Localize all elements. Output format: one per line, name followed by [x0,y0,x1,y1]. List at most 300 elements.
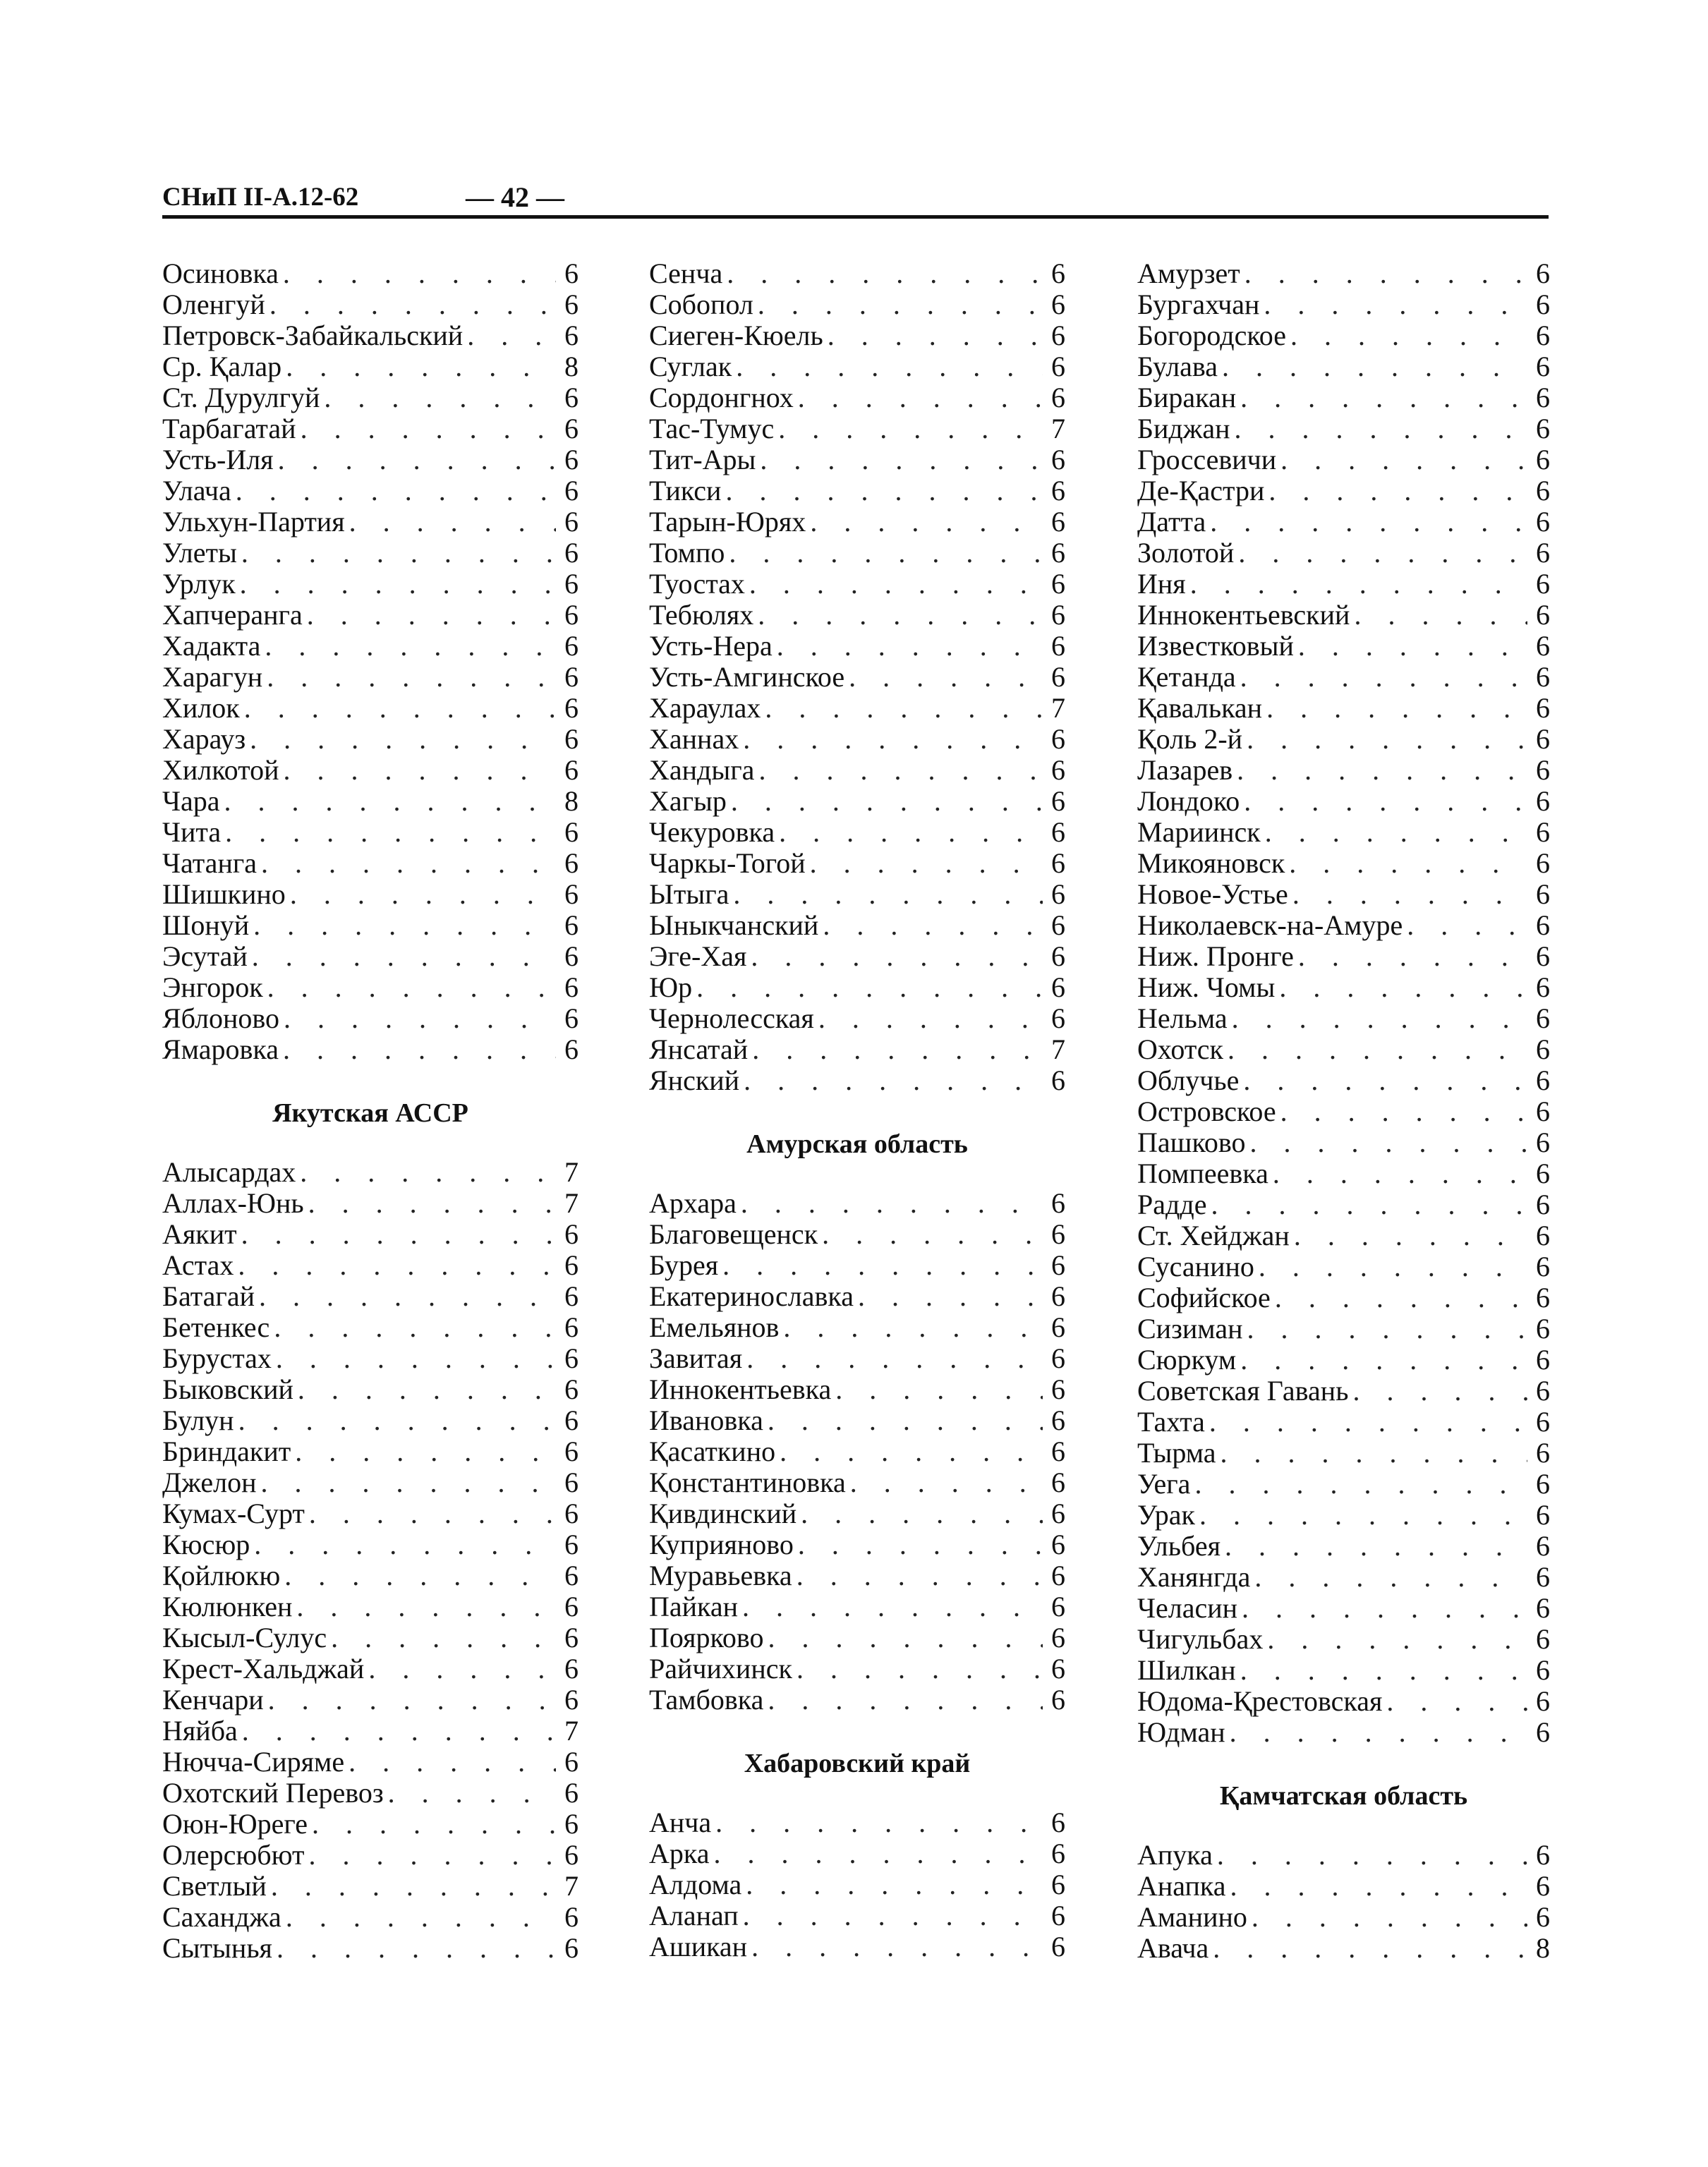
place-value: 6 [1051,444,1065,475]
dot-leader [1252,1902,1527,1933]
dot-leader [1244,786,1527,817]
list-item [162,755,579,786]
place-name: Советская Гавань [1137,1375,1349,1407]
list-item [1137,351,1550,382]
place-name: Хилок [162,692,240,724]
list-item [1137,413,1550,444]
dot-leader [1266,693,1527,724]
place-value: 6 [564,940,579,972]
place-name: Урак [1137,1499,1195,1531]
place-name: Ст. Хейджан [1137,1220,1290,1251]
place-value: 6 [1536,1530,1550,1562]
place-value: 6 [1536,971,1550,1003]
place-name: Мариинск [1137,816,1261,848]
place-value: 6 [1536,1251,1550,1282]
list-item [1137,289,1550,320]
place-value: 6 [564,630,579,662]
place-value: 6 [564,1808,579,1840]
place-value: 7 [564,1870,579,1902]
place-value: 6 [564,1404,579,1436]
place-value: 6 [564,692,579,724]
dot-leader [1292,879,1527,910]
dot-leader [768,1405,1043,1436]
place-name: Тамбовка [649,1684,764,1716]
dot-leader [752,1034,1043,1065]
list-item [162,1933,579,1964]
place-value: 6 [564,971,579,1003]
place-name: Чара [162,785,220,817]
place-name: Ямаровка [162,1033,279,1065]
dot-leader [1265,817,1527,848]
place-value: 6 [1536,754,1550,786]
dot-leader [1279,972,1527,1003]
dot-leader [758,600,1043,631]
dot-leader [1259,1251,1527,1282]
place-name: Олерсюбют [162,1839,305,1871]
dot-leader [1237,755,1527,786]
place-name: Пайкан [649,1591,739,1622]
list-item [162,941,579,972]
place-value: 6 [1536,1064,1550,1096]
place-name: Куприяново [649,1529,794,1560]
place-name: Усть-Амгинское [649,661,845,693]
dot-leader [1247,1313,1528,1344]
dot-leader [727,258,1043,289]
list-item [1137,1189,1550,1220]
dot-leader [300,1157,556,1188]
place-value: 6 [1536,692,1550,724]
place-value: 6 [1051,1373,1065,1405]
list-item [649,1281,1065,1312]
place-name: Светлый [162,1870,267,1902]
place-name: Суглак [649,351,732,382]
section-title: Хабаровский край [744,1749,971,1778]
list-item [1137,538,1550,569]
list-item [162,1405,579,1436]
dot-leader [240,569,556,600]
list-item [162,1809,579,1840]
place-value: 6 [564,816,579,848]
place-value: 6 [1536,1623,1550,1655]
place-value: 6 [1536,1654,1550,1686]
list-item [649,1622,1065,1653]
dot-leader [849,662,1043,693]
place-value: 6 [564,1342,579,1374]
list-item [649,662,1065,693]
list-item [1137,848,1550,879]
dot-leader [1280,1096,1527,1127]
place-name: Сытынья [162,1932,272,1964]
place-value: 7 [564,1187,579,1219]
list-item [649,879,1065,910]
dot-leader [1199,1500,1527,1531]
list-item [162,1281,579,1312]
place-value: 6 [564,413,579,444]
place-value: 6 [1051,1187,1065,1219]
place-name: Няйба [162,1715,238,1747]
place-value: 6 [1536,289,1550,320]
dot-leader [746,1869,1043,1900]
place-name: Амурзет [1137,257,1240,289]
place-name: Алдома [649,1869,742,1900]
list-item [649,1374,1065,1405]
list-item [162,413,579,444]
place-value: 6 [1536,1870,1550,1902]
list-item [162,1871,579,1902]
place-name: Де-Қастри [1137,475,1265,506]
dot-leader [1275,1282,1527,1313]
place-name: Радде [1137,1189,1207,1220]
place-value: 6 [1051,1064,1065,1096]
place-name: Саханджа [162,1901,281,1933]
place-value: 6 [1536,1685,1550,1717]
place-value: 6 [1536,785,1550,817]
dot-leader [1221,1438,1527,1469]
place-value: 6 [1051,940,1065,972]
list-item [649,848,1065,879]
dot-leader [1290,320,1527,351]
list-item [162,662,579,693]
place-value: 6 [564,444,579,475]
place-value: 7 [1051,692,1065,724]
dot-leader [331,1622,556,1653]
place-value: 6 [1051,1529,1065,1560]
dot-leader [286,1902,556,1933]
place-name: Чекуровка [649,816,775,848]
place-value: 6 [564,1249,579,1281]
place-value: 6 [1051,723,1065,755]
list-item [649,972,1065,1003]
place-name: Емельянов [649,1311,780,1343]
place-name: Хандыга [649,754,755,786]
place-value: 6 [1051,1435,1065,1467]
list-item [162,1219,579,1250]
dot-leader [751,941,1043,972]
place-value: 6 [1051,1653,1065,1685]
place-value: 6 [564,1560,579,1591]
dot-leader [225,817,556,848]
list-item [162,1003,579,1034]
dot-leader [1232,1003,1527,1034]
place-value: 6 [564,754,579,786]
dot-leader [1244,258,1527,289]
place-name: Тырма [1137,1437,1216,1469]
place-value: 6 [1051,785,1065,817]
list-item [649,1591,1065,1622]
list-item [162,1250,579,1281]
place-name: Арка [649,1838,710,1869]
list-item [649,1529,1065,1560]
place-value: 6 [564,289,579,320]
place-name: Ашикан [649,1931,748,1962]
list-item [649,1900,1065,1931]
list-item [1137,600,1550,631]
dot-leader [1211,1189,1527,1220]
list-item [162,289,579,320]
list-item [649,693,1065,724]
column-3 [1137,258,1550,1964]
place-name: Булава [1137,351,1218,382]
list-item [162,382,579,413]
list-item [1137,1158,1550,1189]
place-name: Иня [1137,568,1186,600]
list-item [162,1157,579,1188]
section-spacer [649,1779,1065,1807]
dot-leader [801,1498,1043,1529]
list-item [649,569,1065,600]
place-value: 6 [1051,568,1065,600]
place-value: 6 [564,1746,579,1778]
place-value: 6 [1051,1931,1065,1962]
place-value: 6 [1536,568,1550,600]
list-item [649,413,1065,444]
list-item [162,631,579,662]
list-item [649,1807,1065,1838]
list-item [649,1869,1065,1900]
place-value: 6 [1536,1002,1550,1034]
list-item [649,1065,1065,1096]
list-item [162,600,579,631]
place-value: 6 [564,1529,579,1560]
place-value: 6 [1051,1404,1065,1436]
place-value: 6 [1051,878,1065,910]
dot-leader [1230,1717,1527,1748]
dot-leader [308,1840,556,1871]
list-item [162,1436,579,1467]
place-name: Ульхун-Партия [162,506,345,538]
list-item [649,1931,1065,1962]
section-spacer [649,1160,1065,1188]
place-value: 6 [1536,351,1550,382]
place-name: Петровск-Забайкальский [162,320,464,351]
dot-leader [733,879,1043,910]
place-name: Ивановка [649,1404,763,1436]
place-name: Тарын-Юрях [649,506,806,538]
list-item [649,786,1065,817]
place-name: Чернолесская [649,1002,814,1034]
place-value: 6 [1536,1839,1550,1871]
place-name: Ханянгда [1137,1561,1251,1593]
place-value: 6 [1536,382,1550,413]
place-value: 6 [1536,661,1550,693]
dot-leader [810,506,1043,538]
place-name: Шишкино [162,878,286,910]
list-item [649,289,1065,320]
place-value: 6 [1051,257,1065,289]
list-item [1137,320,1550,351]
place-name: Чаркы-Тогой [649,847,806,879]
dot-leader [286,351,556,382]
dot-leader [835,1374,1043,1405]
list-item [162,1529,579,1560]
place-value: 6 [1051,599,1065,631]
place-value: 6 [1536,1095,1550,1127]
place-value: 6 [1051,289,1065,320]
place-name: Эсутай [162,940,248,972]
dot-leader [290,879,556,910]
place-name: Хадакта [162,630,261,662]
section-title: Қамчатская область [1219,1781,1468,1811]
place-name: Крест-Хальджай [162,1653,365,1685]
dot-leader [749,569,1043,600]
place-name: Харагун [162,661,263,693]
list-item [649,817,1065,848]
place-value: 6 [564,506,579,538]
place-name: Астах [162,1249,234,1281]
place-value: 6 [1051,382,1065,413]
list-item [162,258,579,289]
place-name: Яблоново [162,1002,280,1034]
place-name: Чатанга [162,847,258,879]
list-item [649,1498,1065,1529]
place-name: Поярково [649,1622,764,1653]
place-value: 6 [1051,351,1065,382]
dot-leader [798,382,1043,413]
list-item [649,631,1065,662]
place-value: 6 [1051,1002,1065,1034]
place-value: 7 [1051,1033,1065,1065]
dot-leader [1386,1686,1527,1717]
dot-leader [1222,351,1527,382]
place-name: Кюлюнкен [162,1591,293,1622]
dot-leader [388,1778,556,1809]
place-name: Ст. Дурулгуй [162,382,320,413]
list-item [649,351,1065,382]
dot-leader [810,848,1043,879]
dot-leader [797,1560,1043,1591]
column-1 [162,258,579,1964]
place-value: 6 [1051,1838,1065,1869]
place-name: Завитая [649,1342,743,1374]
place-value: 6 [1051,661,1065,693]
document-code: СНиП II-А.12-62 [162,183,359,212]
place-name: Сюркум [1137,1344,1237,1376]
list-item [162,1498,579,1529]
place-name: Лазарев [1137,754,1233,786]
place-value: 6 [564,1498,579,1529]
dot-leader [1209,1407,1527,1438]
place-value: 6 [1536,1499,1550,1531]
place-value: 6 [1051,537,1065,569]
place-name: Батагай [162,1280,255,1312]
place-value: 6 [564,1932,579,1964]
dot-leader [1249,1127,1527,1158]
dot-leader [1240,662,1527,693]
place-name: Иннокентьевский [1137,599,1350,631]
place-value: 7 [1051,413,1065,444]
dot-leader [1240,1655,1527,1686]
dot-leader [765,693,1043,724]
dot-leader [368,1653,556,1685]
list-item [1137,1313,1550,1344]
place-name: Островское [1137,1095,1276,1127]
place-value: 6 [564,1435,579,1467]
list-item [162,1188,579,1219]
place-name: Нючча-Сиряме [162,1746,345,1778]
dot-leader [283,258,556,289]
list-item [162,351,579,382]
dot-leader [253,910,556,941]
dot-leader [823,910,1043,941]
place-name: Охотск [1137,1033,1223,1065]
list-item [649,910,1065,941]
dot-leader [777,631,1043,662]
dot-leader [780,1436,1043,1467]
place-name: Авача [1137,1932,1209,1964]
dot-leader [1242,1593,1527,1624]
place-name: Қасаткино [649,1435,776,1467]
place-value: 7 [564,1156,579,1188]
place-name: Тас-Тумус [649,413,775,444]
dot-leader [224,786,556,817]
place-value: 6 [1536,940,1550,972]
dot-leader [1240,382,1527,413]
place-name: Собопол [649,289,753,320]
list-item [1137,1438,1550,1469]
place-value: 6 [564,1591,579,1622]
list-item [162,444,579,475]
place-name: Томпо [649,537,725,569]
dot-leader [696,972,1043,1003]
dot-leader [268,1685,556,1716]
place-name: Пашково [1137,1127,1246,1158]
place-name: Аллах-Юнь [162,1187,304,1219]
place-name: Усть-Нера [649,630,773,662]
dot-leader [722,1250,1043,1281]
list-item [162,786,579,817]
place-name: Джелон [162,1467,257,1498]
list-item [162,1778,579,1809]
dot-leader [758,755,1043,786]
place-value: 6 [1051,1342,1065,1374]
place-value: 7 [564,1715,579,1747]
dot-leader [238,1405,556,1436]
place-name: Датта [1137,506,1206,538]
dot-leader [1238,538,1527,569]
place-name: Челасин [1137,1592,1238,1624]
list-item [649,1034,1065,1065]
place-value: 6 [1051,847,1065,879]
dot-leader [1230,1871,1527,1902]
list-item [1137,444,1550,475]
list-item [1137,1003,1550,1034]
place-name: Юдома-Қрестовская [1137,1685,1383,1717]
place-name: Тит-Ары [649,444,756,475]
list-item [1137,1624,1550,1655]
list-item [162,1034,579,1065]
place-name: Микояновск [1137,847,1285,879]
place-value: 8 [564,785,579,817]
place-name: Сенча [649,257,723,289]
dot-leader [797,1653,1043,1685]
place-value: 6 [1536,320,1550,351]
place-value: 6 [564,723,579,755]
dot-leader [1254,1562,1527,1593]
dot-leader [241,1219,556,1250]
dot-leader [1407,910,1527,941]
list-item [162,910,579,941]
place-name: Ханнах [649,723,739,755]
dot-leader [1217,1840,1527,1871]
list-item [649,1405,1065,1436]
list-item [162,569,579,600]
list-item [649,755,1065,786]
place-value: 6 [1051,1622,1065,1653]
list-item [649,600,1065,631]
place-value: 6 [1536,1561,1550,1593]
list-item [162,1343,579,1374]
place-name: Кенчари [162,1684,264,1716]
